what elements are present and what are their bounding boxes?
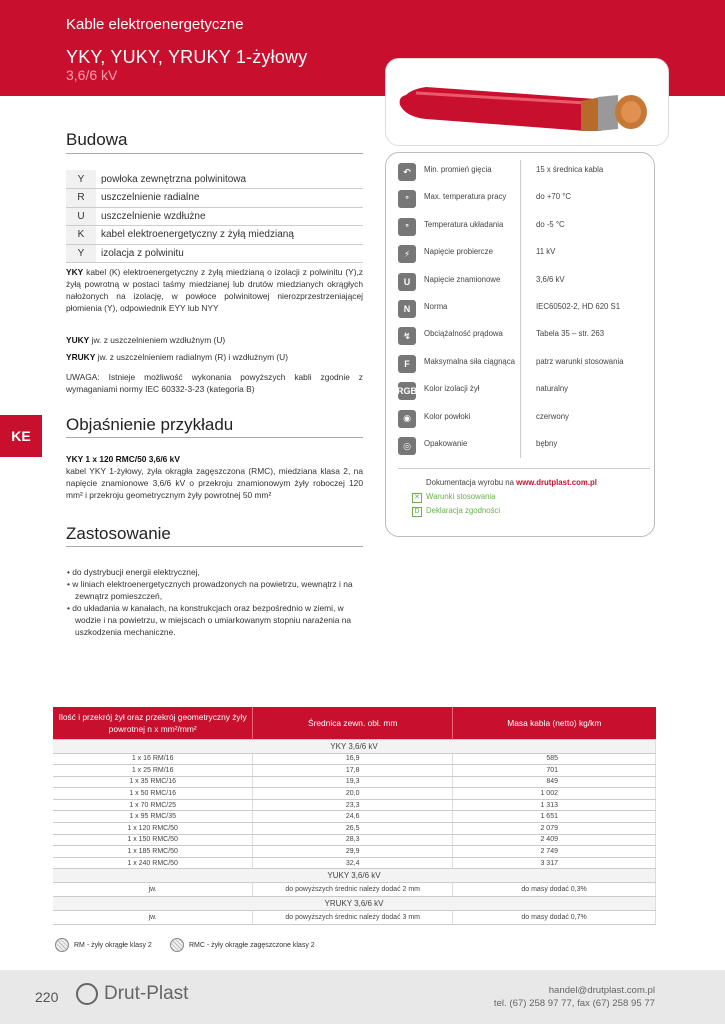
table-row [66,226,363,245]
spec-value: do +70 °C [536,192,571,202]
website-link[interactable]: www.drutplast.com.pl [516,478,597,487]
tools-icon: ✕ [412,493,422,503]
table-cell: 16,9 [253,753,453,765]
spec-value: patrz warunki stosowania [536,356,624,366]
cable-illustration [386,59,670,147]
budowa-letter: Y [66,170,96,189]
table-group-row [53,869,656,883]
table-group-row [53,897,656,911]
list-item: • w liniach elektroenergetycznych prowadzonych na powietrzu, wewnątrz i na zewnątrz pomieszczeń, [66,578,366,602]
table-cell: 24,6 [253,811,453,823]
budowa-letter: Y [66,244,96,263]
table-cell: 1 x 35 RMC/16 [53,776,253,788]
spec-row [398,297,650,321]
spec-value: bębny [536,439,558,448]
table-cell: 19,3 [253,776,453,788]
page-title: YKY, YUKY, YRUKY 1-żyłowy [66,47,308,67]
table-cell: 26,5 [253,823,453,835]
list-item: • do układania w kanałach, na konstrukcjach oraz bezpośrednio w ziemi, w wodzie i na powietrzu, w miejscach o umiarkowanym stopniu narażenia na uszkodzenia mechaniczne. [66,602,366,638]
table-cell: do powyższych średnic należy dodać 3 mm [253,911,453,925]
table-cell: 701 [453,765,656,777]
sheath-color-icon: ◉ [398,410,416,428]
table-cell: do powyższych średnic należy dodać 2 mm [253,883,453,897]
documentation-box [398,468,650,526]
spec-row [398,352,650,376]
table-cell: 849 [453,776,656,788]
table-row [66,207,363,226]
norm-icon: N [398,300,416,318]
test-voltage-icon: ⚡ [398,245,416,263]
budowa-desc: powłoka zewnętrzna polwinitowa [96,170,363,189]
spec-key: Kolor powłoki [424,411,471,421]
cable-image [385,58,669,146]
table-row [53,911,656,925]
table-row [53,788,656,800]
table-cell: 1 x 16 RM/16 [53,753,253,765]
table-cell: 20,0 [253,788,453,800]
table-cell: 23,3 [253,799,453,811]
spec-row [398,215,650,239]
section-tab-ke: KE [0,415,42,457]
table-cell: 1 x 25 RM/16 [53,765,253,777]
table-row [53,857,656,869]
table-row [66,170,363,189]
spec-value: IEC60502-2, HD 620 S1 [536,302,621,311]
spec-key: Opakowanie [424,439,468,448]
example-rule [66,437,363,438]
yuky-description: YUKY jw. z uszczelnieniem wzdłużnym (U) [66,335,226,345]
contact-phone: tel. (67) 258 97 77, fax (67) 258 95 77 [493,998,655,1009]
application-rule [66,546,363,547]
budowa-letter: K [66,226,96,245]
yruky-description: YRUKY jw. z uszczelnieniem radialnym (R) i wzdłużnym (U) [66,352,288,362]
table-cell: 17,8 [253,765,453,777]
table-row [53,799,656,811]
spec-key: Napięcie znamionowe [424,274,501,284]
table-row [66,189,363,208]
table-row [53,811,656,823]
list-item: • do dystrybucji energii elektrycznej, [66,566,366,578]
rm-conductor-icon [55,938,69,952]
brand-logo: Drut-Plast [76,983,188,1005]
table-cell: 1 002 [453,788,656,800]
documentation-text: Dokumentacja wyrobu na www.drutplast.com.pl [426,478,597,487]
spec-key: Maksymalna siła ciągnąca [424,356,516,366]
rmc-conductor-icon [170,938,184,952]
spec-value: naturalny [536,384,569,394]
declaration-icon: D [412,507,422,517]
spec-row [398,242,650,266]
spec-row [398,160,650,184]
budowa-desc: izolacja z polwinitu [96,244,363,263]
table-cell: 1 x 150 RMC/50 [53,834,253,846]
table-cell: 585 [453,753,656,765]
budowa-table [66,170,363,263]
group-label: YKY 3,6/6 kV [53,739,656,753]
bend-radius-icon: ↶ [398,163,416,181]
spec-key: Min. promień gięcia [424,165,492,174]
table-cell: jw. [53,911,253,925]
spec-value: do -5 °C [536,219,565,229]
table-row [53,834,656,846]
table-cell: 1 x 95 RMC/35 [53,811,253,823]
table-cell: 2 409 [453,834,656,846]
spec-row [398,434,650,458]
table-row [53,823,656,835]
spec-row [398,270,650,294]
conditions-link[interactable]: ✕ Warunki stosowania [426,492,495,501]
spec-value: czerwony [536,411,569,421]
example-heading: Objaśnienie przykładu [66,415,234,434]
table-row [53,765,656,777]
table-cell: 1 x 120 RMC/50 [53,823,253,835]
spec-row [398,324,650,348]
example-text: kabel YKY 1-żyłowy, żyła okrągła zagęszczona (RMC), miedziana klasa 2, na napięcie znamionowe 3,6/6 kV o przekroju znamionowym żyły roboczej 120 mm² i przekroju geometrycznym żyły powrotnej 50 mm² [66,466,363,500]
declaration-link[interactable]: D Deklaracja zgodności [426,506,500,515]
budowa-rule [66,153,363,154]
table-header: Masa kabla (netto) kg/km [453,707,656,739]
spec-row [398,187,650,211]
table-cell: jw. [53,883,253,897]
table-row [53,753,656,765]
spec-row [398,379,650,403]
table-cell: 2 079 [453,823,656,835]
table-cell: do masy dodać 0,3% [453,883,656,897]
spec-key: Max. temperatura pracy [424,192,507,202]
budowa-desc: uszczelnienie radialne [96,189,363,208]
max-temp-icon: ° [398,190,416,208]
footer [0,970,725,1024]
group-label: YRUKY 3,6/6 kV [53,897,656,911]
table-header: Ilość i przekrój żył oraz przekrój geometryczny żyły powrotnej n x mm²/mm² [53,707,253,739]
table-cell: 3 317 [453,857,656,869]
table-cell: 1 651 [453,811,656,823]
yky-description: YKY kabel (K) elektroenergetyczny z żyłą miedzianą o izolacji z polwinitu (Y),z żyłą powrotną w postaci taśmy miedzianej lub drutów miedzianych okrągłych nałożonych na izolację, w powłoce polwinitowej nierozprzestrzeniającej płomienia (Y), odpowiednik EYY lub NYY [66,267,363,313]
spec-value: 15 x średnica kabla [536,165,604,174]
application-heading: Zastosowanie [66,524,171,543]
table-cell: 1 x 50 RMC/16 [53,788,253,800]
table-cell: 1 x 240 RMC/50 [53,857,253,869]
legend-rmc: RMC - żyły okrągłe zagęszczone klasy 2 [170,938,315,952]
table-cell: do masy dodać 0,7% [453,911,656,925]
spec-row [398,407,650,431]
spec-key: Kolor izolacji żył [424,384,480,394]
data-table [53,707,656,925]
spec-key: Napięcie probiercze [424,247,493,257]
table-cell: 2 749 [453,846,656,858]
table-row [53,846,656,858]
table-group-row [53,739,656,753]
insulation-color-icon: RGB [398,382,416,400]
spec-value: 3,6/6 kV [536,274,565,284]
uwaga-note: UWAGA: Istnieje możliwość wykonania powyższych kabli zgodnie z wymaganiami normy IEC 60332-3-23 (kategoria B) [66,372,363,394]
table-row [66,244,363,263]
legend-rm: RM - żyły okrągłe klasy 2 [55,938,152,952]
table-header: Średnica zewn. obl. mm [253,707,453,739]
table-cell: 1 x 185 RMC/50 [53,846,253,858]
spec-key: Obciążalność prądowa [424,329,503,339]
group-label: YUKY 3,6/6 kV [53,869,656,883]
table-cell: 1 313 [453,799,656,811]
contact-email[interactable]: handel@drutplast.com.pl [548,985,655,996]
category-label: Kable elektroenergetyczne [66,16,244,33]
install-temp-icon: ° [398,218,416,236]
budowa-heading: Budowa [66,130,128,149]
spec-key: Norma [424,302,448,311]
table-cell: 32,4 [253,857,453,869]
table-row [53,776,656,788]
example-code: YKY 1 x 120 RMC/50 3,6/6 kV [66,454,180,464]
logo-mark-icon [76,983,98,1005]
spec-value: Tabela 35 – str. 263 [536,329,605,339]
application-list [66,566,366,638]
packaging-icon: ◎ [398,437,416,455]
spec-key: Temperatura układania [424,219,504,229]
current-load-icon: ↯ [398,327,416,345]
page-number: 220 [35,989,59,1005]
voltage-subtitle: 3,6/6 kV [66,67,118,83]
budowa-letter: R [66,189,96,208]
table-cell: 29,9 [253,846,453,858]
pull-force-icon: F [398,355,416,373]
budowa-desc: uszczelnienie wzdłużne [96,207,363,226]
rated-voltage-icon: U [398,273,416,291]
budowa-desc: kabel elektroenergetyczny z żyłą miedzianą [96,226,363,245]
spec-value: 11 kV [536,247,556,257]
table-cell: 28,3 [253,834,453,846]
table-row [53,883,656,897]
table-cell: 1 x 70 RMC/25 [53,799,253,811]
budowa-letter: U [66,207,96,226]
